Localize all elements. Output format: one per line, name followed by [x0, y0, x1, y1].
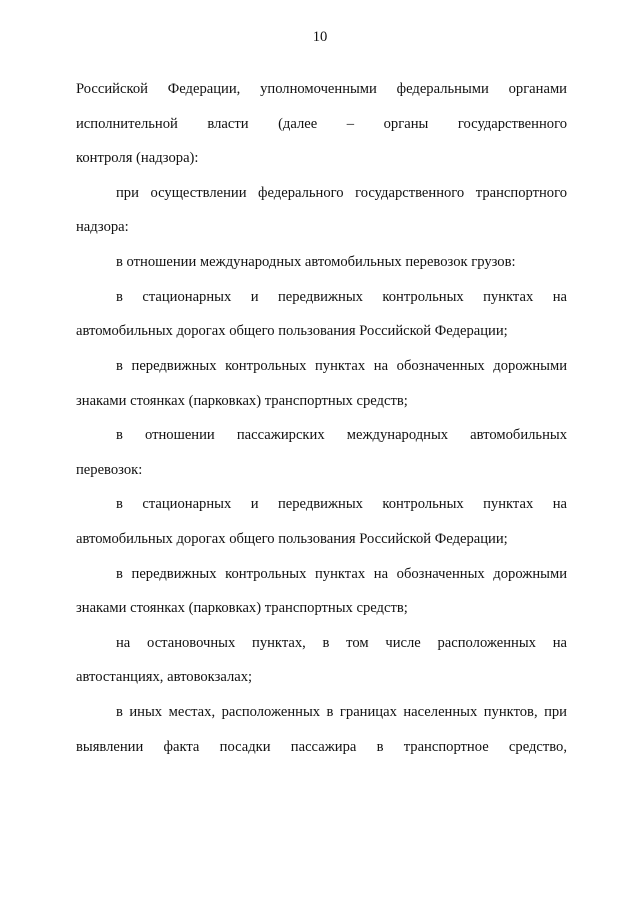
text-line: в иных местах, расположенных в границах населенных пунктов, при [116, 704, 567, 720]
text-line: знаками стоянках (парковках) транспортных средств; [76, 600, 408, 616]
text-line: в отношении международных автомобильных перевозок грузов: [116, 254, 516, 270]
text-line: автомобильных дорогах общего пользования Российской Федерации; [76, 323, 508, 339]
text-line: контроля (надзора): [76, 150, 199, 166]
text-line: в отношении пассажирских международных автомобильных [116, 427, 567, 443]
text-line: в передвижных контрольных пунктах на обозначенных дорожными [116, 358, 567, 374]
text-line: на остановочных пунктах, в том числе расположенных на [116, 635, 567, 651]
text-line: при осуществлении федерального государственного транспортного [116, 185, 567, 201]
page-number: 10 [312, 29, 328, 45]
text-line: Российской Федерации, уполномоченными федеральными органами [76, 81, 567, 97]
text-line: в передвижных контрольных пунктах на обозначенных дорожными [116, 566, 567, 582]
text-line: исполнительной власти (далее – органы государственного [76, 116, 567, 132]
text-line: перевозок: [76, 462, 143, 478]
text-line: знаками стоянках (парковках) транспортных средств; [76, 393, 408, 409]
text-line: автостанциях, автовокзалах; [76, 669, 253, 685]
text-line: в стационарных и передвижных контрольных пунктах на [116, 289, 567, 305]
text-line: выявлении факта посадки пассажира в транспортное средство, [76, 739, 567, 755]
text-line: в стационарных и передвижных контрольных пунктах на [116, 496, 567, 512]
text-line: надзора: [76, 219, 129, 235]
text-line: автомобильных дорогах общего пользования Российской Федерации; [76, 531, 508, 547]
